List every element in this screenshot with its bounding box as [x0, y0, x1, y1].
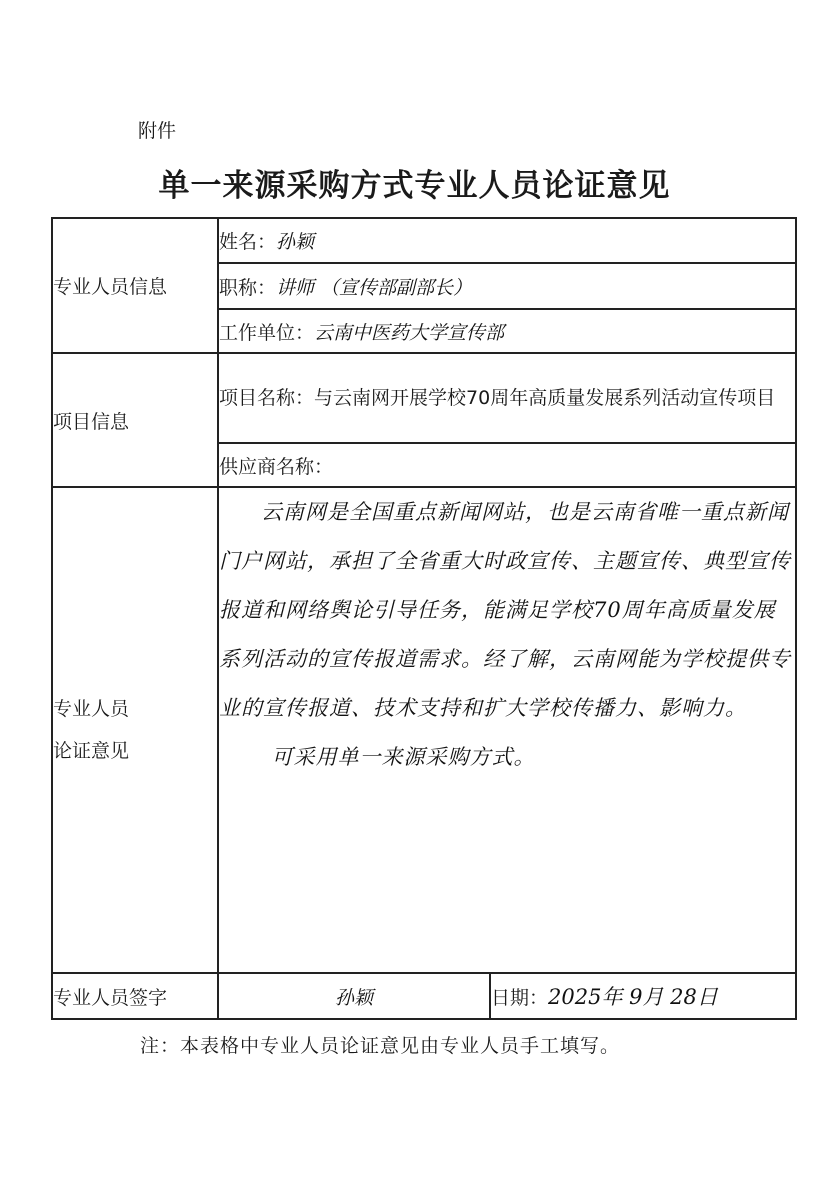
project-section-label: 项目信息: [52, 353, 218, 487]
opinion-paragraph-2: 可采用单一来源采购方式。: [271, 745, 536, 769]
opinion-paragraph-1: 云南网是全国重点新闻网站，也是云南省唯一重点新闻门户网站，承担了全省重大时政宣传、主题宣传、典型宣传报道和网络舆论引导任务，能满足学校70周年高质量发展系列活动的宣传报道需求。经了解，云南网能为学校提供专业的宣传报道、技术支持和扩大学校传播力、影响力。: [219, 500, 791, 720]
attachment-label: 附件: [138, 120, 177, 142]
job-title-row: [218, 263, 796, 309]
employer-value: 云南中医药大学宣传部: [314, 321, 505, 344]
footer-note: 注：本表格中专业人员论证意见由专业人员手工填写。: [140, 1035, 621, 1057]
name-row: [218, 218, 796, 263]
date-value: 2025年 9月 28日: [548, 985, 718, 1009]
job-title-value: 讲师 （宣传部副部长）: [276, 276, 473, 299]
project-name-label: 项目名称：: [219, 386, 315, 409]
name-value: 孙颖: [276, 231, 315, 253]
demonstration-form: [51, 217, 797, 1020]
page-title: 单一来源采购方式专业人员论证意见: [158, 168, 671, 204]
opinion-cell: [218, 487, 796, 973]
supplier-row: [218, 443, 796, 487]
personnel-section-label: 专业人员信息: [52, 218, 218, 353]
job-title-label: 职称：: [219, 276, 277, 299]
name-label: 姓名：: [219, 231, 277, 253]
signed-name: 孙颖: [218, 973, 490, 1019]
opinion-label-line1: 专业人员: [53, 698, 130, 720]
project-name-value: 与云南网开展学校70周年高质量发展系列活动宣传项目: [314, 386, 776, 409]
employer-row: [218, 309, 796, 353]
opinion-label-line2: 论证意见: [53, 740, 130, 762]
date-label: 日期：: [491, 987, 549, 1009]
supplier-label: 供应商名称：: [219, 455, 334, 478]
opinion-section-label: [52, 487, 218, 973]
employer-label: 工作单位：: [219, 321, 315, 344]
signature-label: 专业人员签字: [52, 973, 218, 1019]
project-name-row: [218, 353, 796, 443]
date-cell: [490, 973, 796, 1019]
